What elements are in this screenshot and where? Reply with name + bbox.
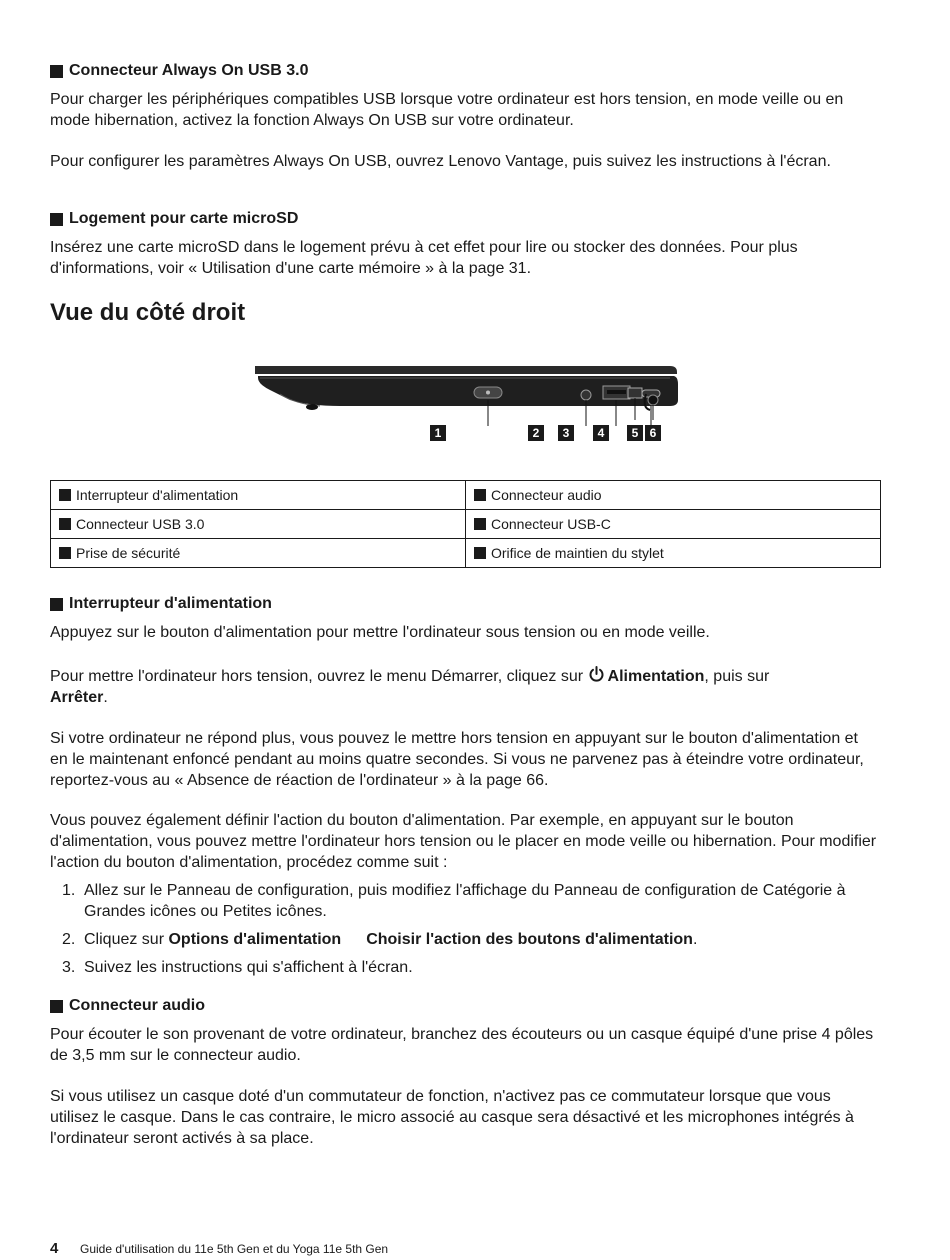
power-icon (588, 666, 605, 683)
bullet-square-icon (59, 518, 71, 530)
power-switch-heading: Interrupteur d'alimentation (50, 595, 272, 613)
always-on-usb-paragraph-1: Pour charger les périphériques compatibles USB lorsque votre ordinateur est hors tension, en mode veille ou en mode hibernation, activez la fonction Always On USB sur votre ordinateur. (50, 91, 844, 129)
callout-2: 2 (528, 425, 544, 441)
callout-5: 5 (627, 425, 643, 441)
table-cell: Prise de sécurité (76, 545, 181, 561)
table-cell: Connecteur audio (491, 487, 602, 503)
audio-paragraph-1: Pour écouter le son provenant de votre ordinateur, branchez des écouteurs ou un casque équipé d'une prise 4 pôles de 3,5 mm sur le connecteur audio. (50, 1026, 874, 1064)
bullet-square-icon (50, 65, 63, 78)
callout-3: 3 (558, 425, 574, 441)
bullet-square-icon (50, 598, 63, 611)
page-number: 4 (50, 1240, 59, 1257)
always-on-usb-paragraph-2: Pour configurer les paramètres Always On USB, ouvrez Lenovo Vantage, puis suivez les instructions à l'écran. (50, 153, 831, 170)
bullet-square-icon (59, 547, 71, 559)
power-paragraph-4: Vous pouvez également définir l'action du bouton d'alimentation. Par exemple, en appuyant sur le bouton d'alimentation, vous pouvez mettre l'ordinateur hors tension ou le placer en mode veille ou hibernation. Pour modifier l'action du bouton d'alimentation, procédez comme suit : (50, 812, 877, 871)
table-cell: Interrupteur d'alimentation (76, 487, 239, 503)
callout-1: 1 (430, 425, 446, 441)
table-row (51, 510, 881, 539)
table-cell: Orifice de maintien du stylet (491, 545, 664, 561)
bullet-square-icon (50, 213, 63, 226)
list-item: 2. Cliquez sur Options d'alimentation Choisir l'action des boutons d'alimentation. (62, 931, 698, 948)
bullet-square-icon (474, 547, 486, 559)
list-item: 1. Allez sur le Panneau de configuration, puis modifiez l'affichage du Panneau de configuration de Catégorie à Grandes icônes ou Petites icônes. (62, 882, 846, 920)
audio-connector-heading: Connecteur audio (50, 997, 205, 1015)
bullet-square-icon (59, 489, 71, 501)
bullet-square-icon (474, 518, 486, 530)
always-on-usb-heading: Connecteur Always On USB 3.0 (50, 62, 308, 80)
callout-6: 6 (645, 425, 661, 441)
table-row (51, 539, 881, 568)
microsd-paragraph: Insérez une carte microSD dans le logement prévu à cet effet pour lire ou stocker des données. Pour plus d'informations, voir « Utilisation d'une carte mémoire » à la page 31. (50, 239, 798, 277)
footer-title: Guide d'utilisation du 11e 5th Gen et du Yoga 11e 5th Gen (80, 1242, 389, 1256)
power-paragraph-1: Appuyez sur le bouton d'alimentation pour mettre l'ordinateur sous tension ou en mode veille. (50, 624, 710, 641)
bullet-square-icon (50, 1000, 63, 1013)
right-view-title: Vue du côté droit (50, 299, 246, 326)
list-item: 3. Suivez les instructions qui s'affichent à l'écran. (62, 959, 413, 976)
audio-paragraph-2: Si vous utilisez un casque doté d'un commutateur de fonction, n'activez pas ce commutateur lorsque que vous utilisez le casque. Dans le cas contraire, le micro associé au casque sera désactivé et les microphones intégrés à l'ordinateur seront activés à sa place. (50, 1088, 854, 1147)
table-cell: Connecteur USB 3.0 (76, 516, 205, 532)
laptop-right-side-illustration (250, 360, 682, 450)
power-paragraph-2: Pour mettre l'ordinateur hors tension, ouvrez le menu Démarrer, cliquez sur Alimentation, puis sur Arrêter. (50, 668, 770, 706)
bullet-square-icon (474, 489, 486, 501)
page-footer (50, 1240, 388, 1257)
power-steps-list (50, 880, 850, 978)
callout-4: 4 (593, 425, 609, 441)
ports-table (50, 480, 881, 568)
microsd-heading: Logement pour carte microSD (50, 210, 298, 228)
table-row (51, 481, 881, 510)
laptop-right-end-ports (620, 370, 730, 420)
table-cell: Connecteur USB-C (491, 516, 611, 532)
power-paragraph-3: Si votre ordinateur ne répond plus, vous pouvez le mettre hors tension en appuyant sur le bouton d'alimentation et en le maintenant enfoncé pendant au moins quatre secondes. Si vous ne parvenez pas à éteindre votre ordinateur, reportez-vous au « Absence de réaction de l'ordinateur » à la page 66. (50, 730, 864, 789)
